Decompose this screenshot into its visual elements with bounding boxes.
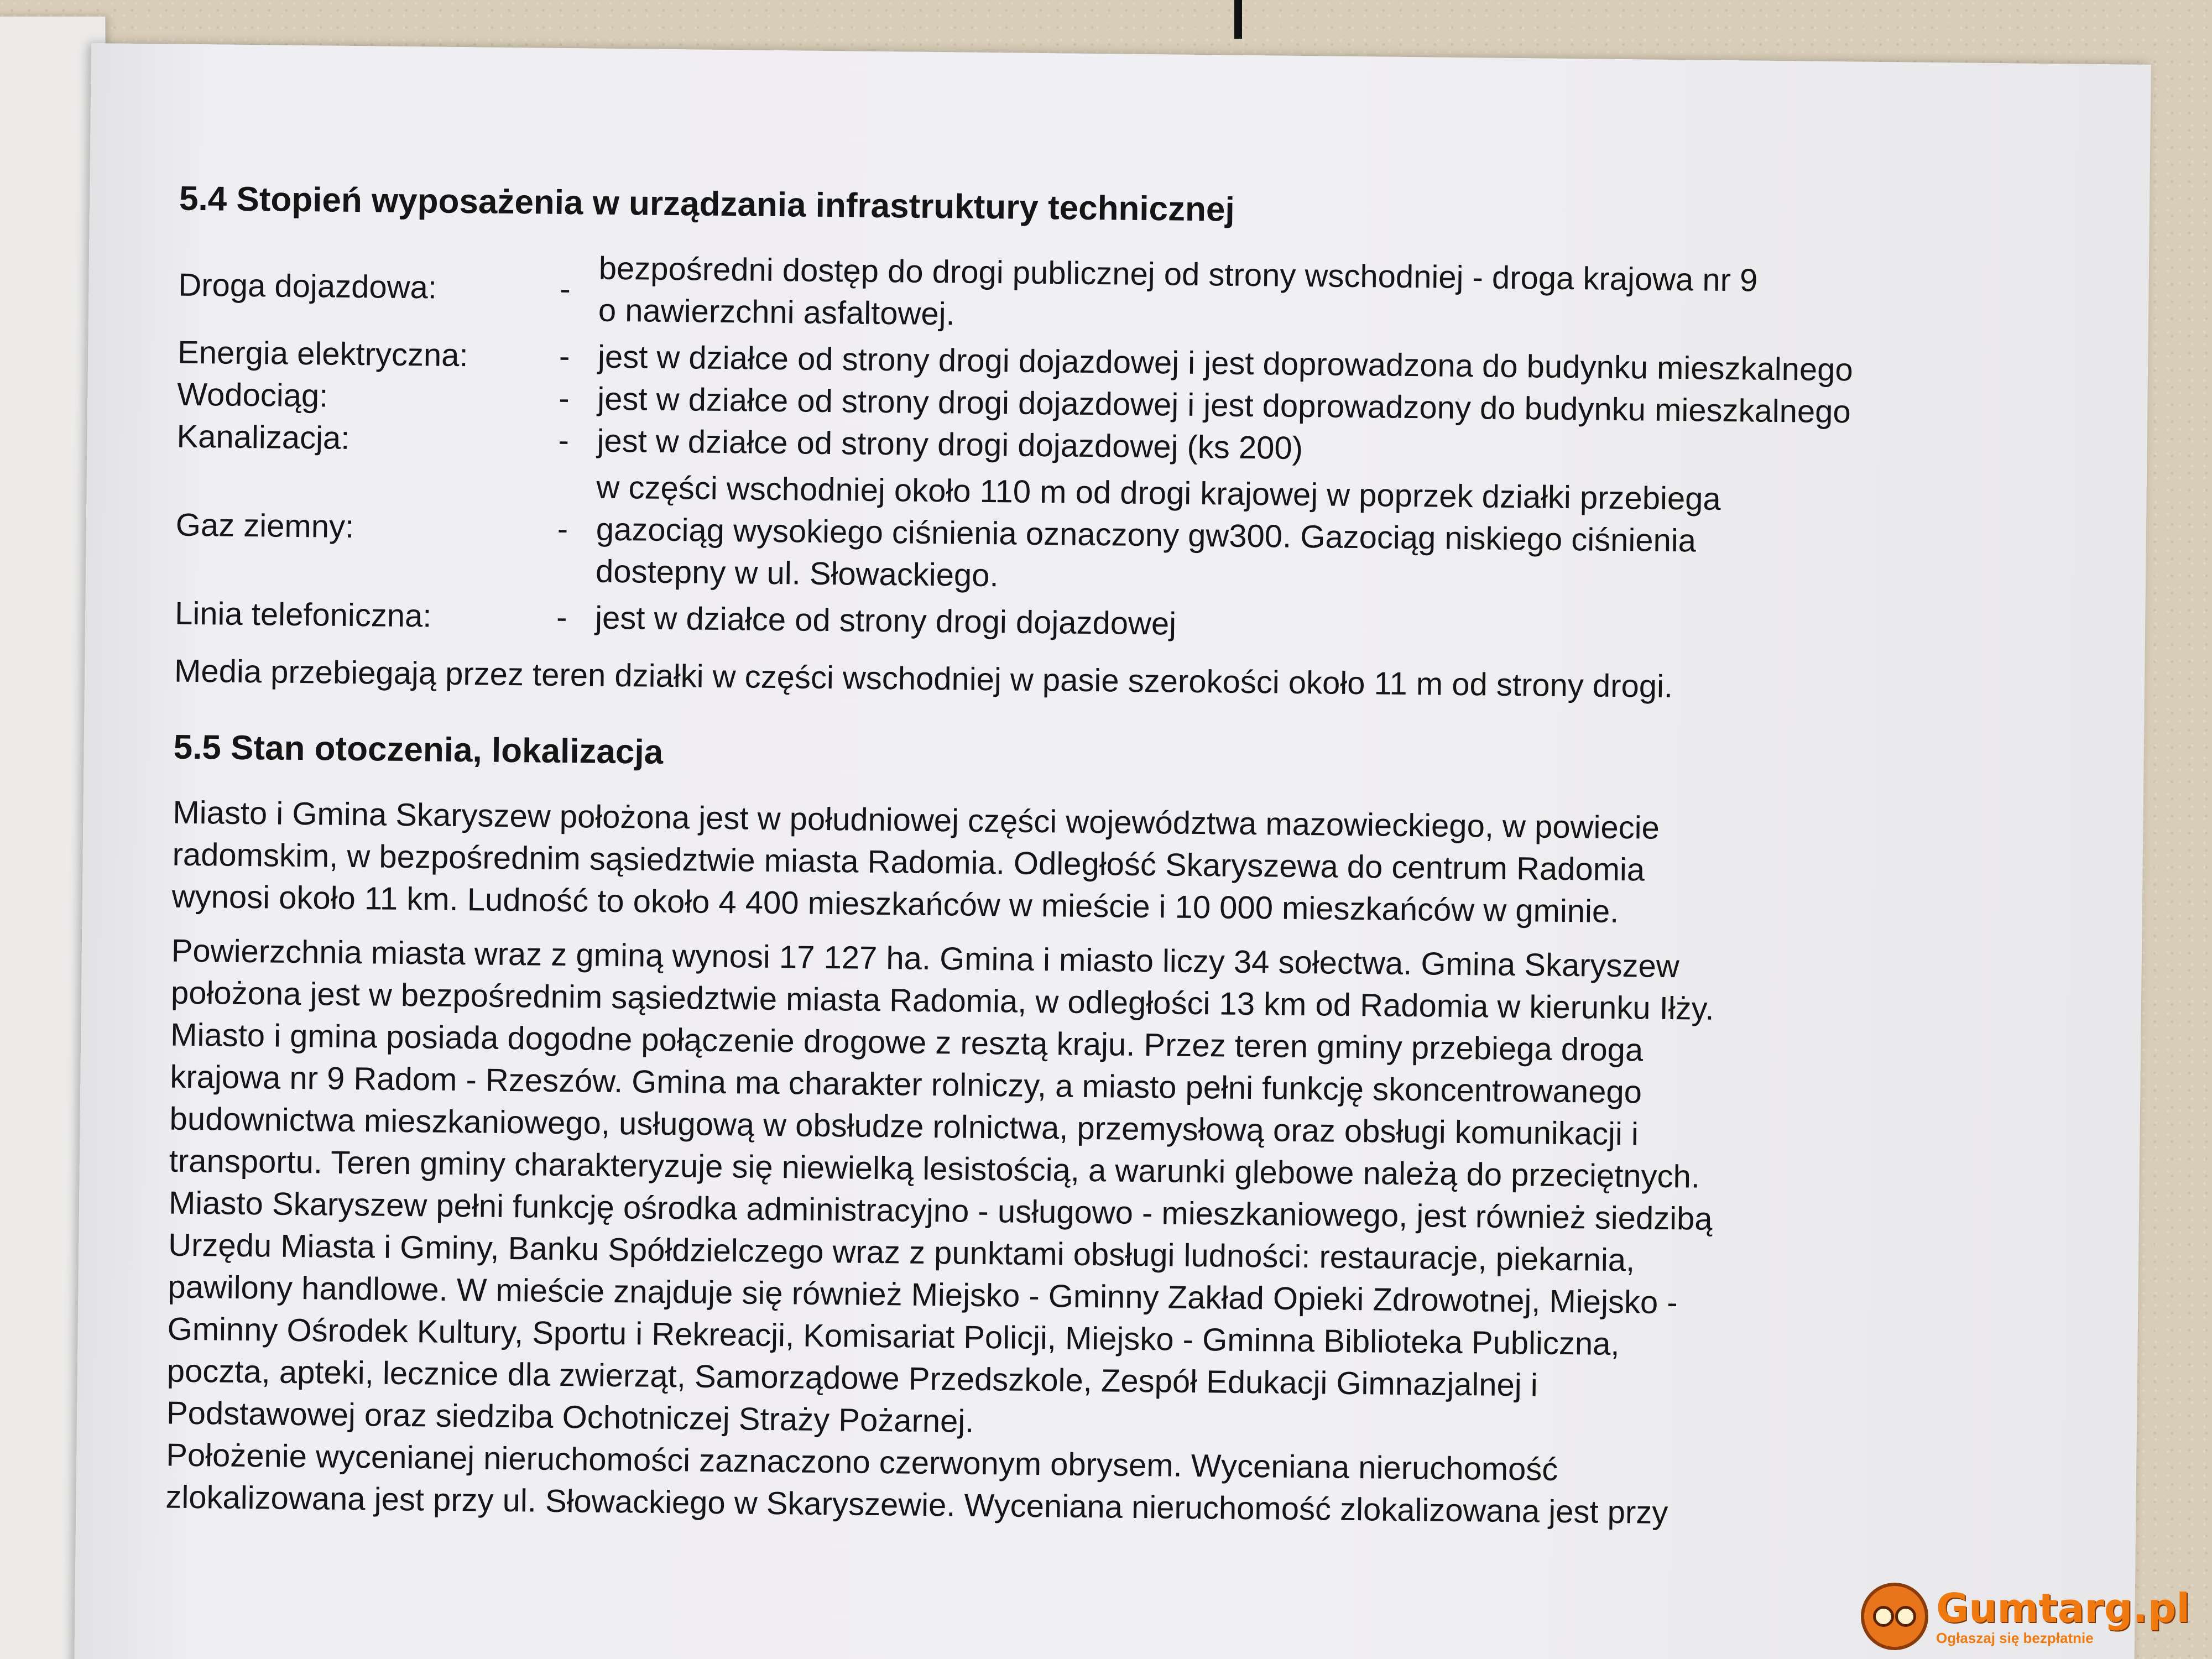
infra-label: Gaz ziemny:: [175, 507, 354, 545]
watermark-text: [1936, 1587, 2190, 1646]
paragraph-line: Gminny Ośrodek Kultury, Sportu i Rekreacji, Komisariat Policji, Miejsko - Gminna Biblioteka Publiczna,: [167, 1311, 1620, 1363]
infra-value: [596, 467, 2068, 608]
section-5-4-title: 5.4 Stopień wyposażenia w urządzania infrastruktury technicznej: [179, 179, 1235, 229]
page-content: [165, 177, 2070, 1538]
paragraph-line: Miasto i Gmina Skaryszew położona jest w południowej części województwa mazowieckiego, w powiecie: [173, 794, 1660, 846]
infra-dash: -: [560, 270, 571, 307]
paragraph-line: Powierzchnia miasta wraz z gminą wynosi 17 127 ha. Gmina i miasto liczy 34 sołectwa. Gmina Skaryszew: [171, 932, 1680, 985]
infra-dash: -: [558, 380, 570, 417]
infra-value-line: bezpośredni dostęp do drogi publicznej od strony wschodniej - droga krajowa nr 9: [598, 250, 1758, 299]
robot-mascot-icon: [1861, 1583, 1928, 1650]
black-cable: [1234, 0, 1242, 39]
paragraph-line: wynosi około 11 km. Ludność to około 4 400 mieszkańców w mieście i 10 000 mieszkańców w gminie.: [171, 878, 1619, 930]
infra-value-line: o nawierzchni asfaltowej.: [598, 292, 956, 332]
infra-label: Kanalizacja:: [176, 418, 350, 456]
paragraph-line: położona jest w bezpośrednim sąsiedztwie miasta Radomia, w odległości 13 km od Radomia w kierunku Iłży.: [170, 974, 1714, 1027]
paragraph-line: Urzędu Miasta i Gminy, Banku Spółdzielczego wraz z punktami obsługi ludności: restauracje, piekarnia,: [168, 1227, 1635, 1279]
paragraph-line: krajowa nr 9 Radom - Rzeszów. Gmina ma charakter rolniczy, a miasto pełni funkcję skoncentrowanego: [170, 1058, 1642, 1110]
infra-value-line: gazociąg wysokiego ciśnienia oznaczony gw300. Gazociąg niskiego ciśnienia: [596, 511, 1697, 559]
infra-dash: -: [556, 599, 567, 636]
infra-label: Wodociąg:: [177, 376, 328, 414]
paragraph-line: poczta, apteki, lecznice dla zwierząt, Samorządowe Przedszkole, Zespół Edukacji Gimnazjalnej i: [166, 1353, 1538, 1404]
paragraph-line: zlokalizowana jest przy ul. Słowackiego w Skaryszewie. Wyceniana nieruchomość zlokalizowana jest przy: [165, 1479, 1668, 1531]
media-note: [174, 650, 2066, 712]
watermark-brand: Gumtarg.pl: [1936, 1585, 2190, 1631]
media-note-text: Media przebiegają przez teren działki w części wschodniej w pasie szerokości około 11 m od strony drogi.: [174, 653, 1673, 705]
infra-row-gas: [175, 462, 2068, 608]
paragraph-line: pawilony handlowe. W mieście znajduje się również Miejsko - Gminny Zakład Opieki Zdrowotnej, Miejsko -: [168, 1269, 1678, 1321]
infra-label: Droga dojazdowa:: [178, 267, 437, 306]
document-page: [74, 43, 2151, 1659]
paragraph-line: Miasto Skaryszew pełni funkcję ośrodka administracyjno - usługowo - mieszkaniowego, jest również siedzibą: [168, 1185, 1713, 1237]
infra-value-line: jest w działce od strony drogi dojazdowej: [594, 599, 1177, 642]
section-5-5-title: 5.5 Stan otoczenia, lokalizacja: [173, 728, 664, 771]
paragraph-line: Miasto i gmina posiada dogodne połączenie drogowe z resztą kraju. Przez teren gminy przebiega droga: [170, 1016, 1644, 1068]
paragraph-line: budownictwa mieszkaniowego, usługową w obsłudze rolnictwa, przemysłową oraz obsługi komunikacji i: [169, 1100, 1639, 1152]
infra-dash: -: [559, 338, 570, 375]
infra-dash: -: [558, 422, 570, 459]
paragraph-line: radomskim, w bezpośrednim sąsiedztwie miasta Radomia. Odległość Skaryszewa do centrum Radomia: [172, 836, 1645, 888]
infra-dash: -: [557, 510, 568, 547]
infra-value-line: jest w działce od strony drogi dojazdowej (ks 200): [597, 422, 1303, 466]
paragraph-line: transportu. Teren gminy charakteryzuje się niewielką lesistością, a warunki glebowe należą do przeciętnych.: [169, 1142, 1700, 1195]
location-paragraph-2: [166, 930, 2063, 1454]
infra-label: Linia telefoniczna:: [174, 595, 432, 634]
paragraph-line: Położenie wycenianej nieruchomości zaznaczono czerwonym obrysem. Wyceniana nieruchomość: [165, 1437, 1558, 1488]
infra-value-line: jest w działce od strony drogi dojazdowej i jest doprowadzona do budynku mieszkalnego: [597, 338, 1854, 388]
infra-value-line: dostepny w ul. Słowackiego.: [595, 553, 999, 594]
infra-row-road: [178, 243, 2070, 347]
infra-value-line: w części wschodniej około 110 m od drogi krajowej w poprzek działki przebiega: [596, 469, 1721, 517]
watermark-tagline: Ogłaszaj się bezpłatnie: [1936, 1630, 2094, 1646]
gumtarg-watermark: [1861, 1583, 2190, 1650]
infra-label: Energia elektryczna:: [177, 334, 468, 374]
infra-value-line: jest w działce od strony drogi dojazdowej i jest doprowadzony do budynku mieszkalnego: [597, 380, 1851, 430]
paragraph-line: Podstawowej oraz siedziba Ochotniczej Straży Pożarnej.: [166, 1395, 974, 1439]
location-paragraph-1: [171, 792, 2064, 938]
infra-value: [598, 248, 2070, 347]
